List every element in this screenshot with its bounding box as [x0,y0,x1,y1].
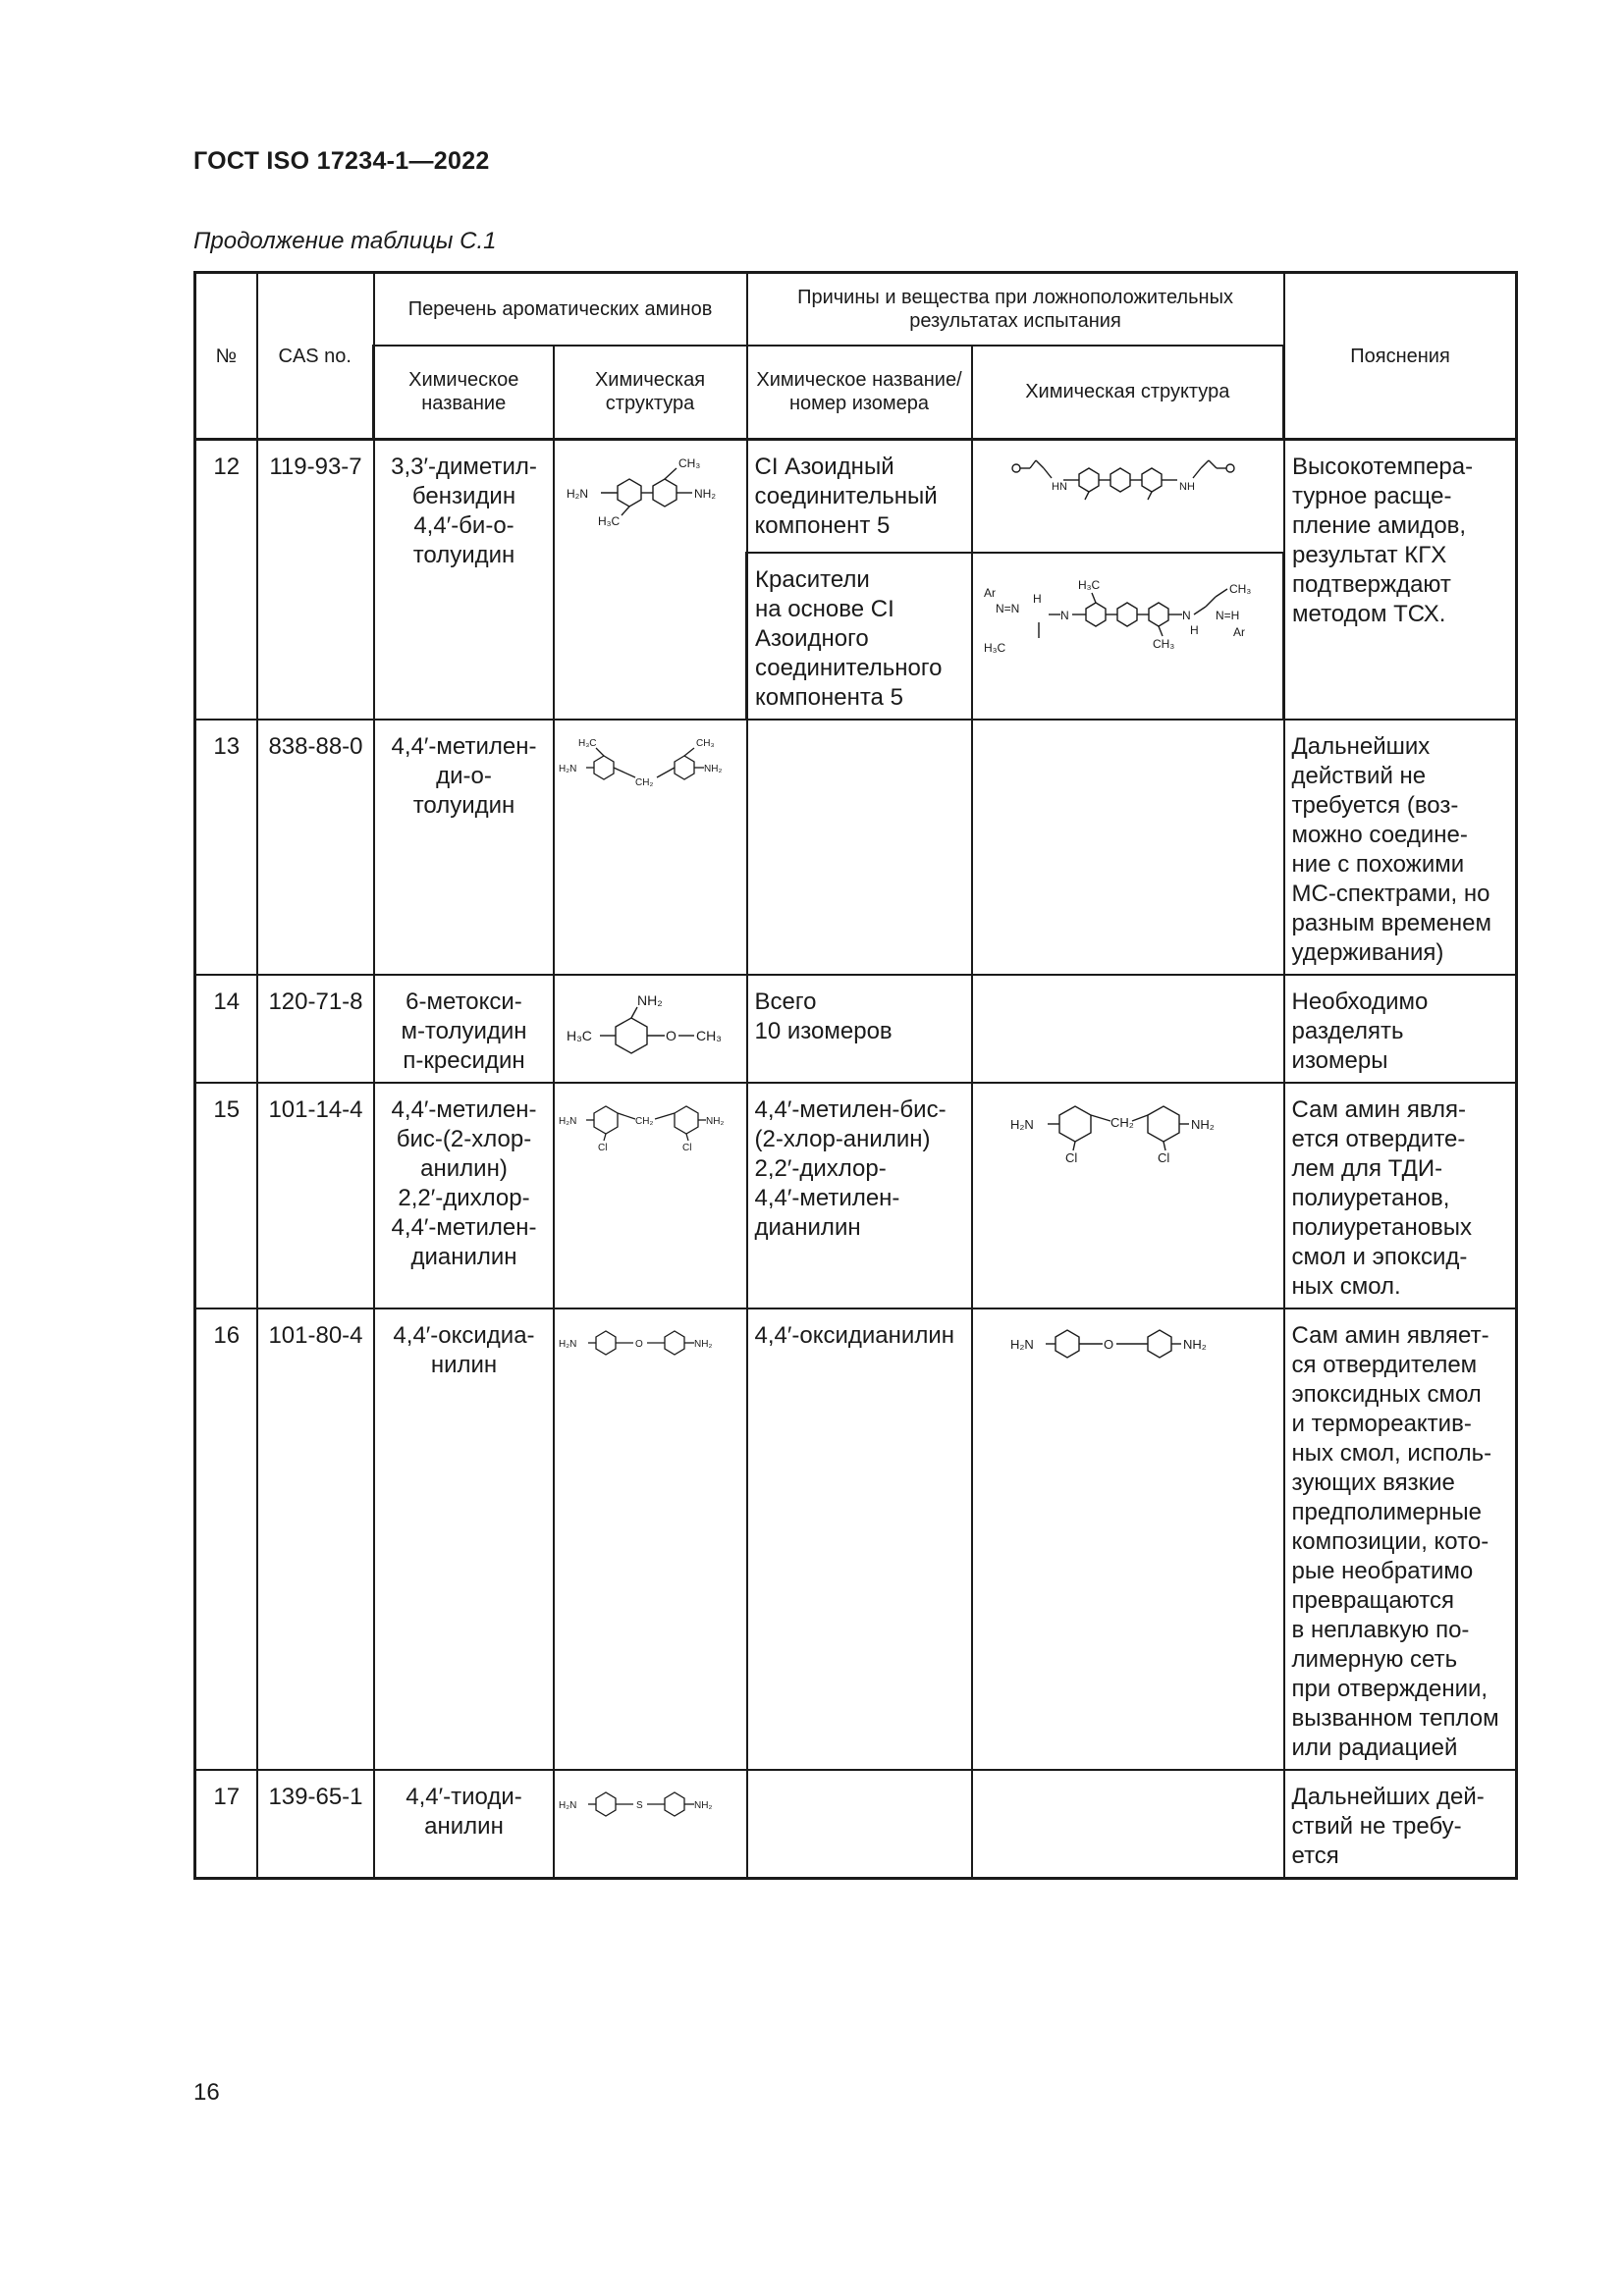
cresidine-structure-icon [557,989,743,1068]
row16-name: 4,4′-оксидиа- нилин [374,1308,554,1770]
page-number: 16 [193,2079,220,2106]
label-ar-right: Ar [1233,624,1246,639]
row15-structure [554,1083,747,1308]
row17-false-structure [972,1770,1284,1879]
label-o: O [635,1338,643,1350]
label-ch2: CH₂ [635,776,654,788]
label-ch2-2: CH₂ [1110,1114,1134,1130]
label-nh-right: NH [1178,481,1195,493]
label-ch3-right: CH₃ [696,737,715,749]
label-ch3-right: CH₃ [1229,581,1252,596]
row13-false-name [747,720,972,975]
oxydianiline-structure-icon [557,1323,743,1362]
row13-false-structure [972,720,1284,975]
header-num: № [195,273,257,440]
row14-cas: 120-71-8 [257,975,374,1083]
label-nh2-left: H₂N [559,1115,577,1127]
mboca-false-structure-icon [1001,1097,1256,1176]
row14-name: 6-метокси- м-толуидин п-кресидин [374,975,554,1083]
row15-num: 15 [195,1083,257,1308]
row16-notes: Сам амин являет- ся отвердителем эпоксидных смол и термореактив- ных смол, исполь- зующих вязкие предполимерные композиции, кото- рые необратимо превращаются в неплавкую по- лимерную сеть при отверждении, вызванном теплом или радиацией [1284,1308,1517,1770]
mboca-structure-icon [557,1097,743,1166]
label-ch3: CH₃ [696,1027,722,1043]
azoic-dye-structure-icon [980,567,1274,675]
row12-false-name-2: Красители на основе CI Азоидного соединительного компонента 5 [747,553,972,720]
label-h3c-bottom: H₃C [597,514,620,528]
row16-false-structure [972,1308,1284,1770]
label-nn-left: N=N [996,601,1020,615]
label-nh2-right: NH₂ [694,1799,713,1811]
label-ch3-top: CH₃ [677,456,700,470]
row16-num: 16 [195,1308,257,1770]
label-ch2: CH₂ [635,1115,654,1127]
azoic-coupling-component-structure-icon [1001,454,1256,513]
label-h3c-top: H₃C [1078,577,1101,592]
row13-structure [554,720,747,975]
row13-cas: 838-88-0 [257,720,374,975]
header-chem-name: Химическое название [374,346,554,440]
row17-name: 4,4′-тиоди- анилин [374,1770,554,1879]
label-cl-left: Cl [598,1142,608,1153]
row12-name: 3,3′-диметил- бензидин 4,4′-би-о- толуидин [374,440,554,720]
label-s: S [636,1799,643,1811]
row14-notes: Необходимо разделять изомеры [1284,975,1517,1083]
header-false-name: Химическое название/номер изомера [747,346,972,440]
label-nh2-left-2: H₂N [1009,1336,1034,1352]
label-cl-right: Cl [682,1142,692,1153]
label-nh2-left-2: H₂N [1009,1116,1034,1132]
label-o: O [666,1027,677,1043]
row14-false-structure [972,975,1284,1083]
label-ch3-bottom: CH₃ [1153,636,1175,651]
row15-cas: 101-14-4 [257,1083,374,1308]
row17-notes: Дальнейших дей- ствий не требу- ется [1284,1770,1517,1879]
row16-false-name: 4,4′-оксидианилин [747,1308,972,1770]
label-ar-left: Ar [984,585,997,600]
row17-structure [554,1770,747,1879]
header-notes: Пояснения [1284,273,1517,440]
row15-false-name: 4,4′-метилен-бис- (2-хлор-анилин) 2,2′-дихлор- 4,4′-метилен- дианилин [747,1083,972,1308]
label-nh2-left: H₂N [559,1338,577,1350]
row14-false-name: Всего 10 изомеров [747,975,972,1083]
row12-notes: Высокотемпера- турное расще- пление амидов, результат КГХ подтверждают методом ТСХ. [1284,440,1517,720]
dimethylbenzidine-structure-icon [557,454,743,553]
label-cl-left-2: Cl [1064,1149,1077,1165]
row15-notes: Сам амин явля- ется отвердите- лем для ТДИ- полиуретанов, полиуретановых смол и эпоксид- ных смол. [1284,1083,1517,1308]
amines-table [193,271,1518,1880]
thiodianiline-structure-icon [557,1785,743,1824]
label-nh2-right-2: NH₂ [1182,1336,1207,1352]
row12-cas: 119-93-7 [257,440,374,720]
row17-cas: 139-65-1 [257,1770,374,1879]
header-group-amines: Перечень ароматических аминов [374,273,747,346]
label-h3c: H₃C [567,1027,592,1043]
label-h-right: H [1190,622,1199,637]
label-nh2-left: H₂N [559,1799,577,1811]
label-n-right: N [1182,608,1191,622]
label-nh2-right: NH₂ [706,1115,725,1127]
row16-cas: 101-80-4 [257,1308,374,1770]
row17-num: 17 [195,1770,257,1879]
label-nh2-left: H₂N [559,763,577,774]
label-nh2-right: NH₂ [694,1338,713,1350]
label-h3c-left: H₃C [984,640,1006,655]
row12-false-structure-1 [972,440,1284,553]
row12-false-structure-2 [972,553,1284,720]
row13-name: 4,4′-метилен- ди-о- толуидин [374,720,554,975]
table-caption: Продолжение таблицы C.1 [193,228,497,254]
label-h3c-left: H₃C [578,737,597,749]
oxydianiline-false-structure-icon [1001,1323,1256,1366]
methylene-ditoluidine-structure-icon [557,734,743,803]
row13-num: 13 [195,720,257,975]
document-header: ГОСТ ISO 17234-1—2022 [193,147,490,175]
label-nh2-left: H₂N [566,487,588,501]
row12-structure [554,440,747,720]
row15-false-structure [972,1083,1284,1308]
label-nh2-right-2: NH₂ [1190,1116,1215,1132]
row15-name: 4,4′-метилен- бис-(2-хлор- анилин) 2,2′-дихлор- 4,4′-метилен- дианилин [374,1083,554,1308]
label-n-left: N [1060,608,1069,622]
row17-false-name [747,1770,972,1879]
row14-structure [554,975,747,1083]
label-nh2-right: NH₂ [693,487,716,501]
row16-structure [554,1308,747,1770]
header-false-struct: Химическая структура [972,346,1284,440]
label-nh-right-2: N=H [1216,608,1240,622]
label-cl-right-2: Cl [1157,1149,1169,1165]
header-group-false-positive: Причины и вещества при ложноположительных результатах испытания [747,273,1284,346]
row13-notes: Дальнейших действий не требуется (воз- можно соедине- ние с похожими МС-спектрами, но разным временем удерживания) [1284,720,1517,975]
row12-num: 12 [195,440,257,720]
label-nh2-right: NH₂ [704,763,723,774]
header-chem-struct: Химическая структура [554,346,747,440]
label-o-2: O [1103,1336,1113,1352]
header-cas: CAS no. [257,273,374,440]
label-h-left: H [1033,591,1042,606]
row14-num: 14 [195,975,257,1083]
label-hn-left: HN [1051,481,1067,493]
label-nh2: NH₂ [637,991,663,1008]
row12-false-name-1: CI Азоидный соединительный компонент 5 [747,440,972,553]
